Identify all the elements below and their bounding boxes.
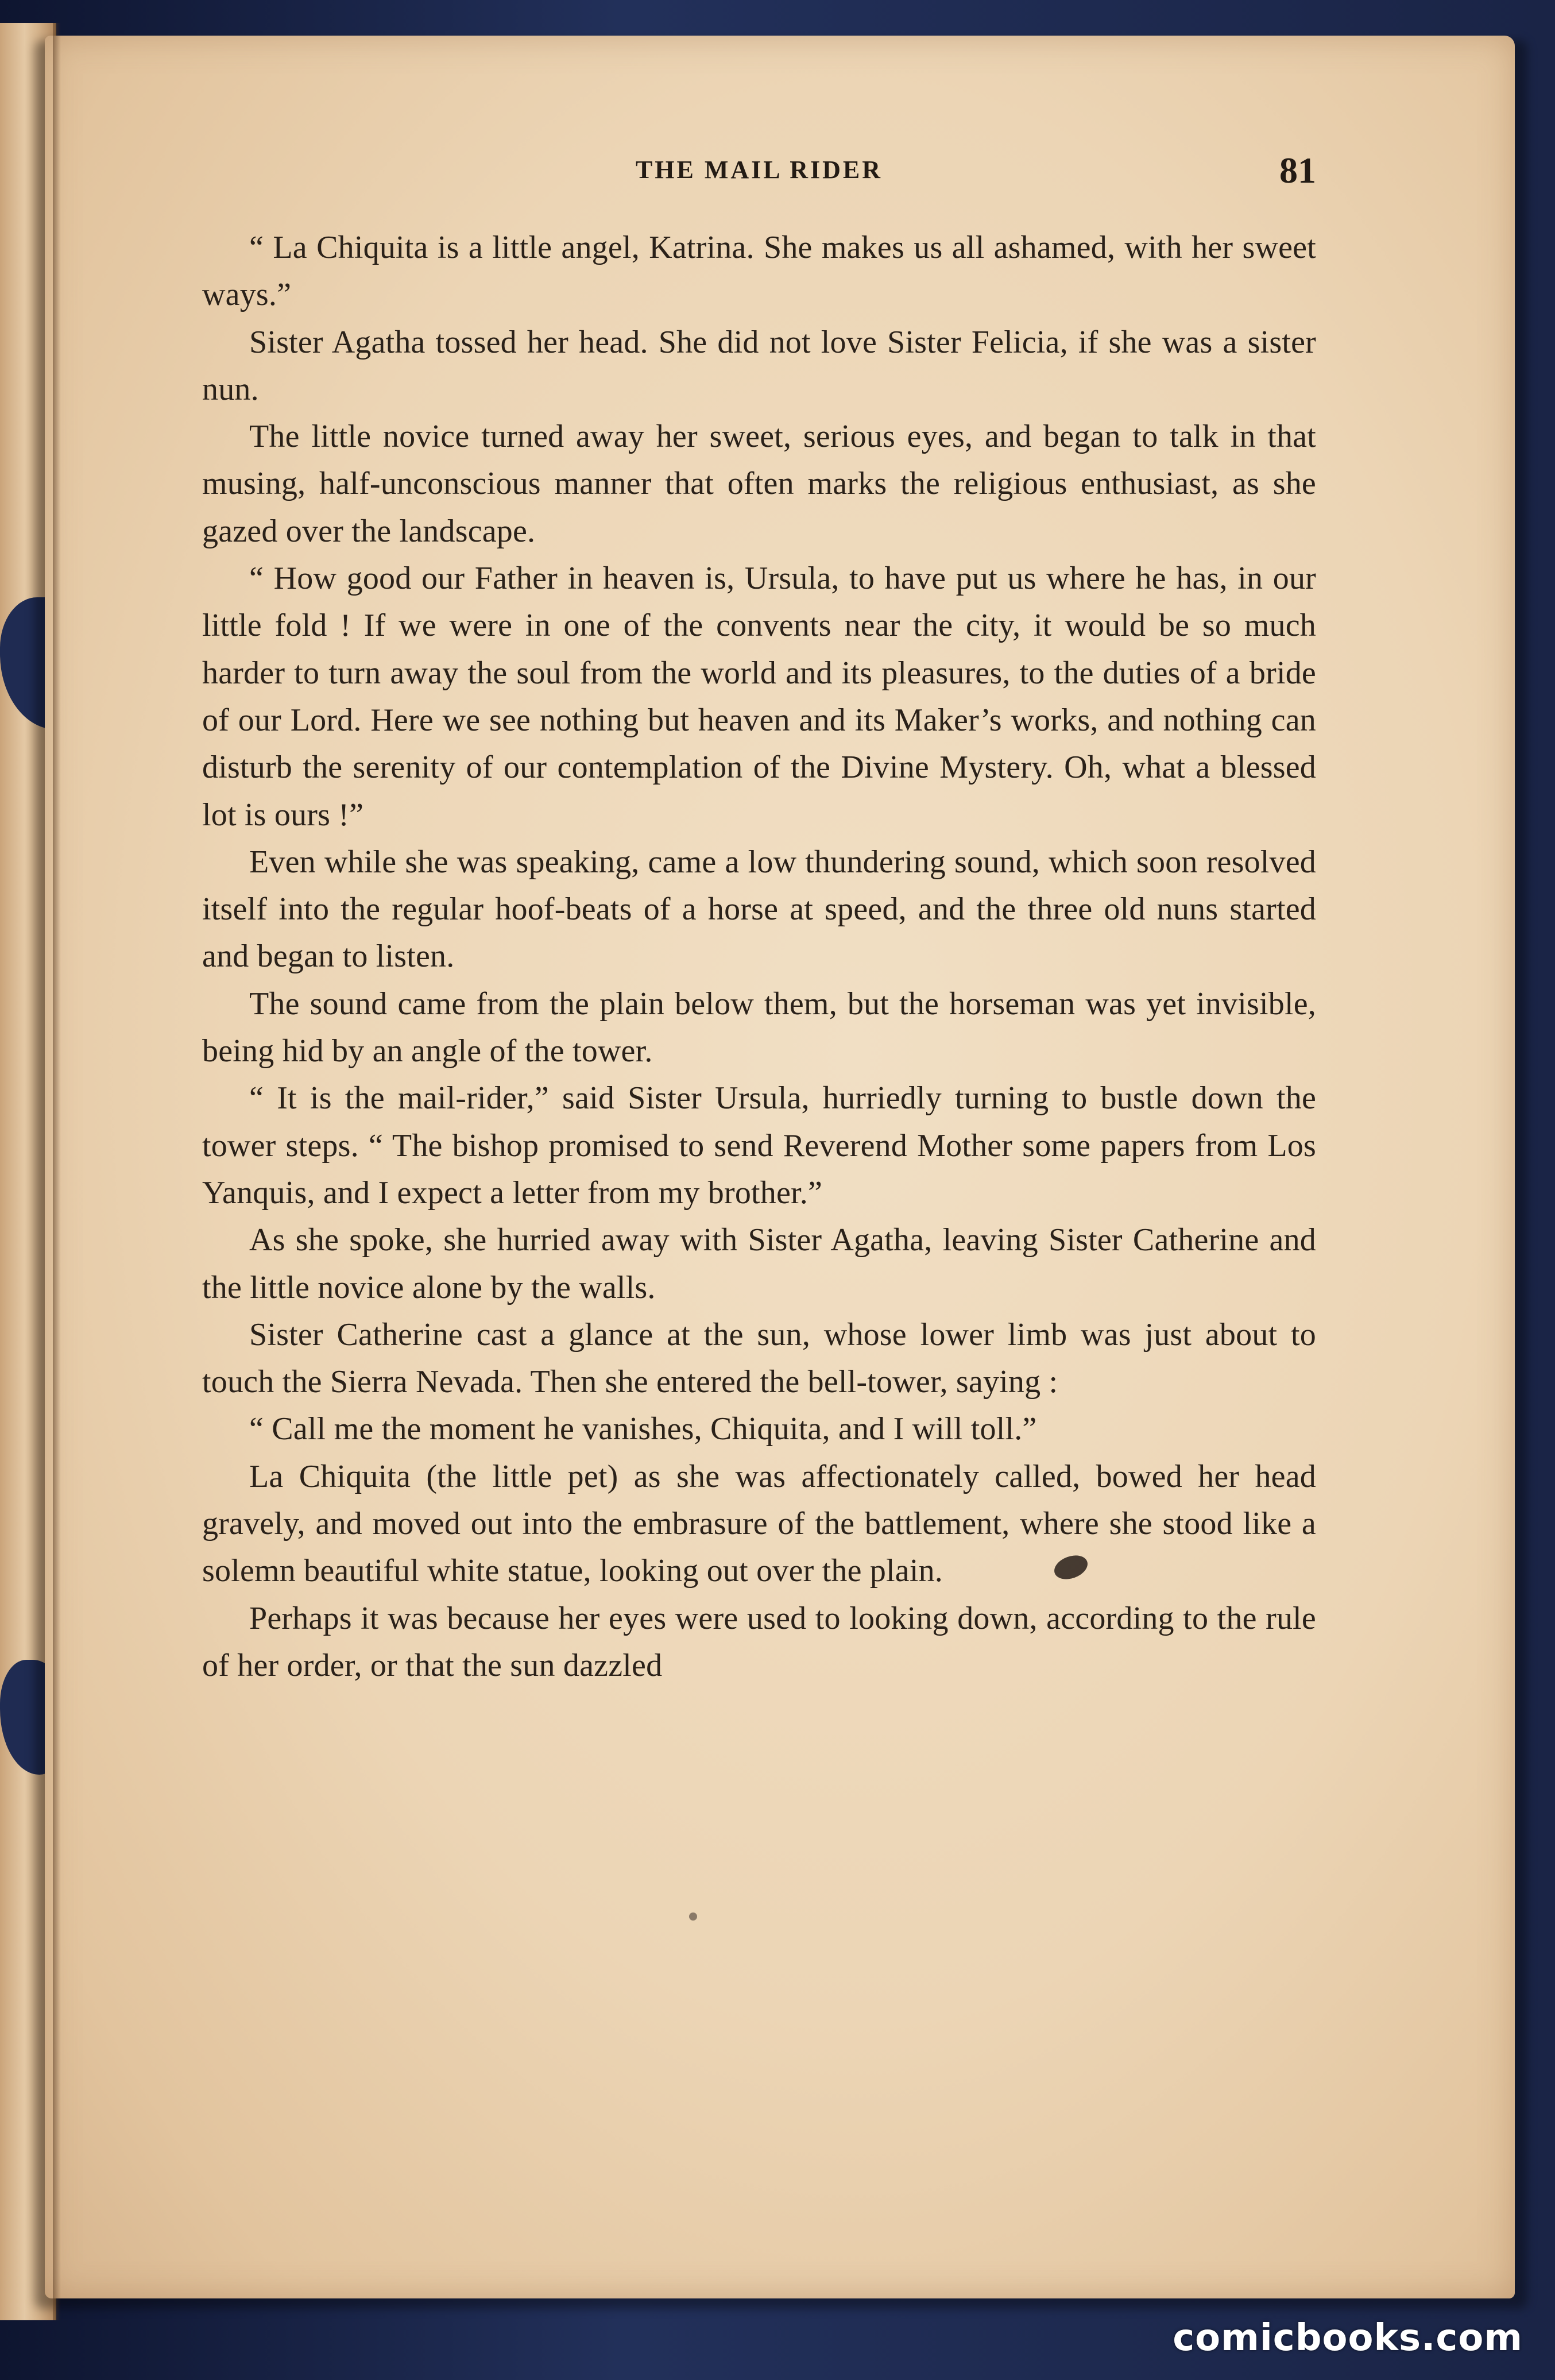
- paragraph: Sister Agatha tossed her head. She did not love Sister Felicia, if she was a sister nun.: [202, 324, 1316, 407]
- paragraph: Even while she was speaking, came a low thundering sound, which soon resolved itself into the regular hoof-beats of a horse at speed, and the three old nuns started and began to listen.: [202, 844, 1316, 975]
- watermark: comicbooks.com: [1173, 2317, 1523, 2359]
- paragraph: “ How good our Father in heaven is, Ursula, to have put us where he has, in our little fold ! If we were in one of the convents near the city, it would be so much harder to turn away the soul from the world and its pleasures, to the duties of a bride of our Lord. Here we see nothing but heaven and its Maker’s works, and nothing can disturb the serenity of our contemplation of the Divine Mystery. Oh, what a blessed lot is ours !”: [202, 561, 1316, 833]
- paragraph: The sound came from the plain below them, but the horseman was yet invisible, being hid by an angle of the tower.: [202, 986, 1316, 1069]
- paragraph: Sister Catherine cast a glance at the sun, whose lower limb was just about to touch the Sierra Nevada. Then she entered the bell-tower, saying :: [202, 1316, 1316, 1400]
- paragraph: Perhaps it was because her eyes were used to looking down, according to the rule of her order, or that the sun dazzled: [202, 1600, 1316, 1683]
- page-number: 81: [1279, 150, 1316, 191]
- spine-fold: [53, 23, 61, 2320]
- paragraph: “ La Chiquita is a little angel, Katrina. She makes us all ashamed, with her sweet ways.”: [202, 230, 1316, 313]
- paragraph: As she spoke, she hurried away with Sister Agatha, leaving Sister Catherine and the little novice alone by the walls.: [202, 1222, 1316, 1305]
- paragraph: La Chiquita (the little pet) as she was affectionately called, bowed her head gravely, and moved out into the embrasure of the battlement, where she stood like a solemn beautiful white statue, looking out over the plain.: [202, 1458, 1316, 1589]
- paragraph: “ It is the mail-rider,” said Sister Ursula, hurriedly turning to bustle down the tower steps. “ The bishop promised to send Reverend Mother some papers from Los Yanquis, and I expect a letter from my brother.”: [202, 1080, 1316, 1211]
- running-head: [202, 149, 1316, 195]
- running-title: THE MAIL RIDER: [635, 156, 883, 184]
- paragraph: “ Call me the moment he vanishes, Chiquita, and I will toll.”: [249, 1411, 1037, 1447]
- ink-smudge: [689, 1912, 697, 1921]
- paragraph: The little novice turned away her sweet, serious eyes, and began to talk in that musing, half-unconscious manner that often marks the religious enthusiast, as she gazed over the landscape.: [202, 419, 1316, 549]
- body-text: [202, 224, 1316, 1689]
